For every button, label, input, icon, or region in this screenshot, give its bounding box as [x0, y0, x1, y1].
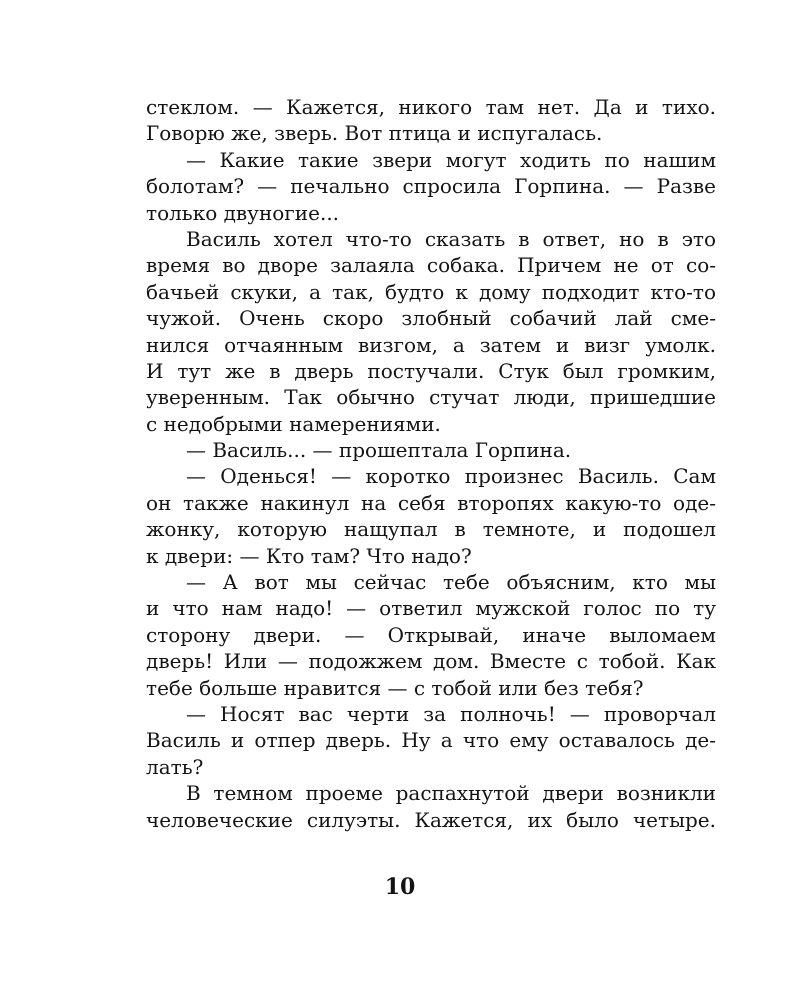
text-line: И тут же в дверь постучали. Стук был громким,: [146, 358, 716, 383]
text-line: уверенным. Так обычно стучат люди, пришедшие: [146, 385, 716, 410]
text-line: — Оденься! — коротко произнес Василь. Сам: [186, 464, 716, 489]
text-line: он также накинул на себя второпях какую-то оде-: [146, 490, 716, 515]
text-line: — А вот мы сейчас тебе объясним, кто мы: [186, 570, 716, 595]
text-line: Говорю же, зверь. Вот птица и испугалась.: [146, 121, 603, 146]
text-line: Василь хотел что-то сказать в ответ, но в это: [186, 226, 716, 251]
text-line: жонку, которую нащупал в темноте, и подошел: [146, 517, 716, 542]
text-line: время во дворе залаяла собака. Причем не от со-: [146, 253, 716, 278]
text-line: к двери: — Кто там? Что надо?: [146, 543, 472, 568]
text-line: В темном проеме распахнутой двери возникли: [186, 781, 716, 806]
text-line: нился отчаянным визгом, а затем и визг умолк.: [146, 332, 716, 357]
text-line: Василь и отпер дверь. Ну а что ему оставалось де-: [146, 728, 716, 753]
text-line: с недобрыми намерениями.: [146, 411, 441, 436]
text-line: человеческие силуэты. Кажется, их было четыре.: [146, 807, 716, 832]
text-line: лать?: [146, 754, 204, 779]
text-line: — Какие такие звери могут ходить по нашим: [186, 147, 716, 172]
text-line: — Василь... — прошептала Горпина.: [186, 438, 572, 463]
text-line: тебе больше нравится — с тобой или без тебя?: [146, 675, 644, 700]
text-line: сторону двери. — Открывай, иначе выломаем: [146, 622, 716, 647]
text-line: — Носят вас черти за полночь! — проворчал: [186, 701, 716, 726]
text-line: бачьей скуки, а так, будто к дому подходит кто-то: [146, 279, 716, 304]
body-text: [146, 94, 716, 833]
text-line: и что нам надо! — ответил мужской голос по ту: [146, 596, 716, 621]
page-number: 10: [384, 874, 416, 900]
text-line: дверь! Или — подожжем дом. Вместе с тобой. Как: [146, 649, 716, 674]
text-line: чужой. Очень скоро злобный собачий лай сме-: [146, 306, 716, 331]
text-line: стеклом. — Кажется, никого там нет. Да и тихо.: [146, 95, 716, 119]
text-line: болотам? — печально спросила Горпина. — Разве: [146, 174, 716, 199]
text-line: только двуногие...: [146, 200, 340, 225]
